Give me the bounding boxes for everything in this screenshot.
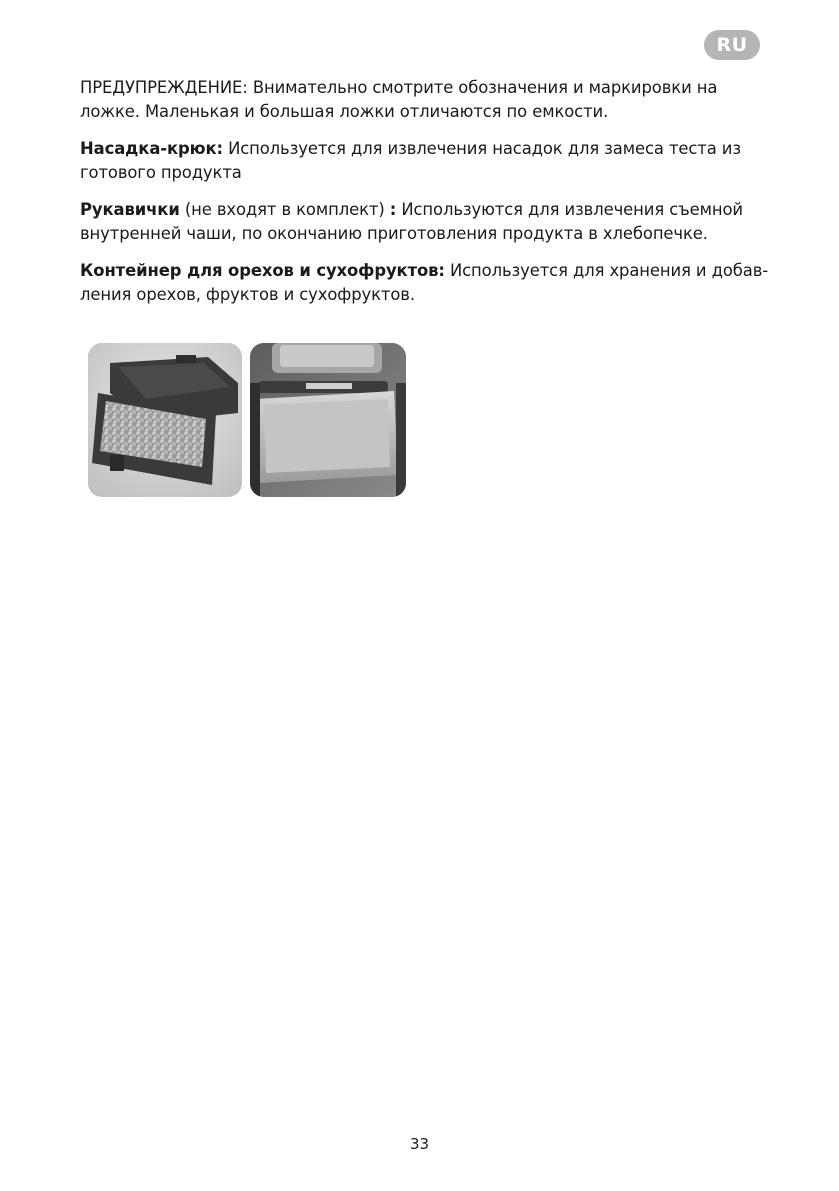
gloves-colon: : [389, 200, 397, 219]
hook-description: Используется для извлечения насадок для замеса теста из готового продукта [80, 139, 741, 182]
gloves-paragraph [80, 198, 770, 246]
warning-text: ПРЕДУПРЕЖДЕНИЕ: Внимательно смотрите обозначения и маркировки на ложке. Маленькая и большая ложки отличаются по емкости. [80, 78, 718, 121]
nut-container-open-photo [88, 343, 242, 497]
container-paragraph [80, 259, 770, 307]
page-number: 33 [409, 1135, 430, 1153]
gloves-description: Используются для извлечения съемной внутренней чаши, по окончанию приготовления продукта в хлебопечке. [80, 200, 743, 243]
warning-paragraph [80, 76, 770, 124]
container-photos [88, 343, 406, 497]
hook-paragraph [80, 137, 770, 185]
page-content [80, 76, 770, 320]
gloves-note: (не входят в комплект) [179, 200, 390, 219]
hook-term: Насадка-крюк: [80, 139, 223, 158]
gloves-term: Рукавички [80, 200, 180, 219]
language-badge: RU [704, 30, 760, 60]
nut-container-in-breadmaker-photo [250, 343, 406, 497]
container-description: Используется для хранения и добав-ления орехов, фруктов и сухофруктов. [80, 261, 769, 304]
container-term: Контейнер для орехов и сухофруктов: [80, 261, 445, 280]
